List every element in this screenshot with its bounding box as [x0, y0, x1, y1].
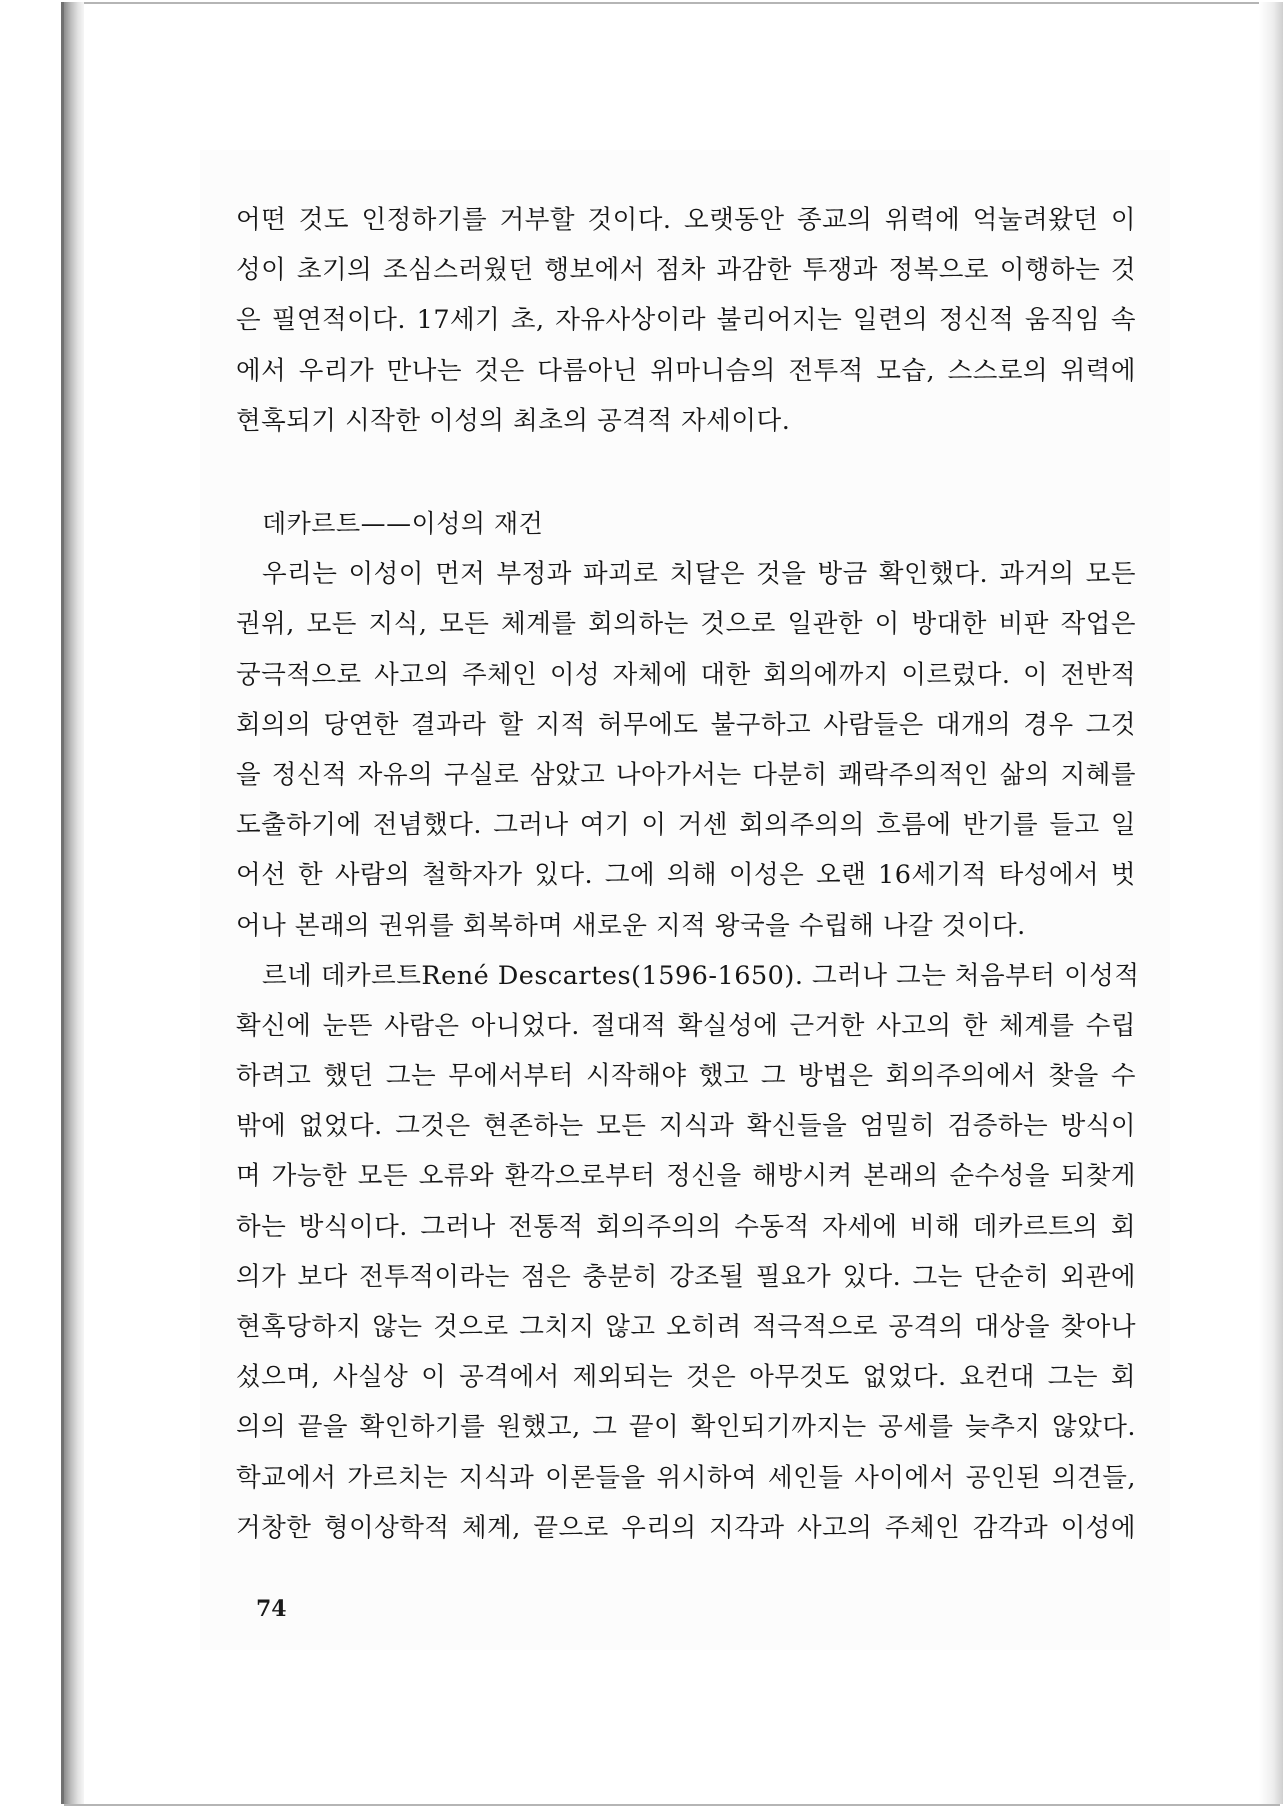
text-line: 어나 본래의 권위를 회복하며 새로운 지적 왕국을 수립해 나갈 것이다.	[236, 910, 1026, 941]
text-line: 우리는 이성이 먼저 부정과 파괴로 치달은 것을 방금 확인했다. 과거의 모든	[262, 559, 1136, 590]
text-line: 학교에서 가르치는 지식과 이론들을 위시하여 세인들 사이에서 공인된 의견들,	[236, 1462, 1136, 1493]
text-line: 며 가능한 모든 오류와 환각으로부터 정신을 해방시켜 본래의 순수성을 되찾게	[236, 1161, 1136, 1192]
text-line: 은 필연적이다. 17세기 초, 자유사상이라 불리어지는 일련의 정신적 움직임 속	[236, 305, 1136, 336]
main-text	[236, 499, 1140, 1553]
text-line: 확신에 눈뜬 사람은 아니었다. 절대적 확실성에 근거한 사고의 한 체계를 수립	[236, 1010, 1136, 1041]
text-line: 현혹되기 시작한 이성의 최초의 공격적 자세이다.	[236, 405, 791, 436]
text-line: 현혹당하지 않는 것으로 그치지 않고 오히려 적극적으로 공격의 대상을 찾아나	[236, 1312, 1136, 1342]
page-edge	[1259, 2, 1283, 1804]
text-line: 어선 한 사람의 철학자가 있다. 그에 의해 이성은 오랜 16세기적 타성에서 벗	[236, 860, 1136, 891]
book-spine	[64, 2, 84, 1804]
text-line: 거창한 형이상학적 체계, 끝으로 우리의 지각과 사고의 주체인 감각과 이성에	[236, 1512, 1136, 1543]
text-line: 권위, 모든 지식, 모든 체계를 회의하는 것으로 일관한 이 방대한 비판 작업은	[236, 609, 1136, 640]
text-line: 을 정신적 자유의 구실로 삼았고 나아가서는 다분히 쾌락주의적인 삶의 지혜를	[236, 759, 1136, 790]
text-line: 어떤 것도 인정하기를 거부할 것이다. 오랫동안 종교의 위력에 억눌려왔던 이	[236, 205, 1136, 235]
text-line: 섰으며, 사실상 이 공격에서 제외되는 것은 아무것도 없었다. 요컨대 그는 회	[236, 1362, 1136, 1393]
text-line: 밖에 없었다. 그것은 현존하는 모든 지식과 확신들을 엄밀히 검증하는 방식이	[236, 1111, 1136, 1142]
section-heading: 데카르트——이성의 재건	[262, 509, 544, 538]
text-line: 의가 보다 전투적이라는 점은 충분히 강조될 필요가 있다. 그는 단순히 외관에	[236, 1261, 1136, 1292]
text-line: 궁극적으로 사고의 주체인 이성 자체에 대한 회의에까지 이르렀다. 이 전반적	[236, 659, 1136, 690]
text-line: 하려고 했던 그는 무에서부터 시작해야 했고 그 방법은 회의주의에서 찾을 수	[236, 1061, 1136, 1092]
text-line: 의의 끝을 확인하기를 원했고, 그 끝이 확인되기까지는 공세를 늦추지 않았다.	[236, 1412, 1136, 1443]
text-line: 회의의 당연한 결과라 할 지적 허무에도 불구하고 사람들은 대개의 경우 그것	[236, 709, 1136, 740]
page-number: 74	[256, 1596, 287, 1622]
text-line: 에서 우리가 만나는 것은 다름아닌 위마니슴의 전투적 모습, 스스로의 위력에	[236, 355, 1136, 386]
text-line: 성이 초기의 조심스러웠던 행보에서 점차 과감한 투쟁과 정복으로 이행하는 것	[236, 255, 1136, 286]
text-line: 도출하기에 전념했다. 그러나 여기 이 거센 회의주의의 흐름에 반기를 들고 일	[236, 810, 1136, 841]
paragraph-1	[236, 195, 1136, 446]
text-line: 하는 방식이다. 그러나 전통적 회의주의의 수동적 자세에 비해 데카르트의 회	[236, 1211, 1136, 1242]
text-line: 르네 데카르트René Descartes(1596-1650). 그러나 그는 처음부터 이성적	[262, 960, 1140, 991]
